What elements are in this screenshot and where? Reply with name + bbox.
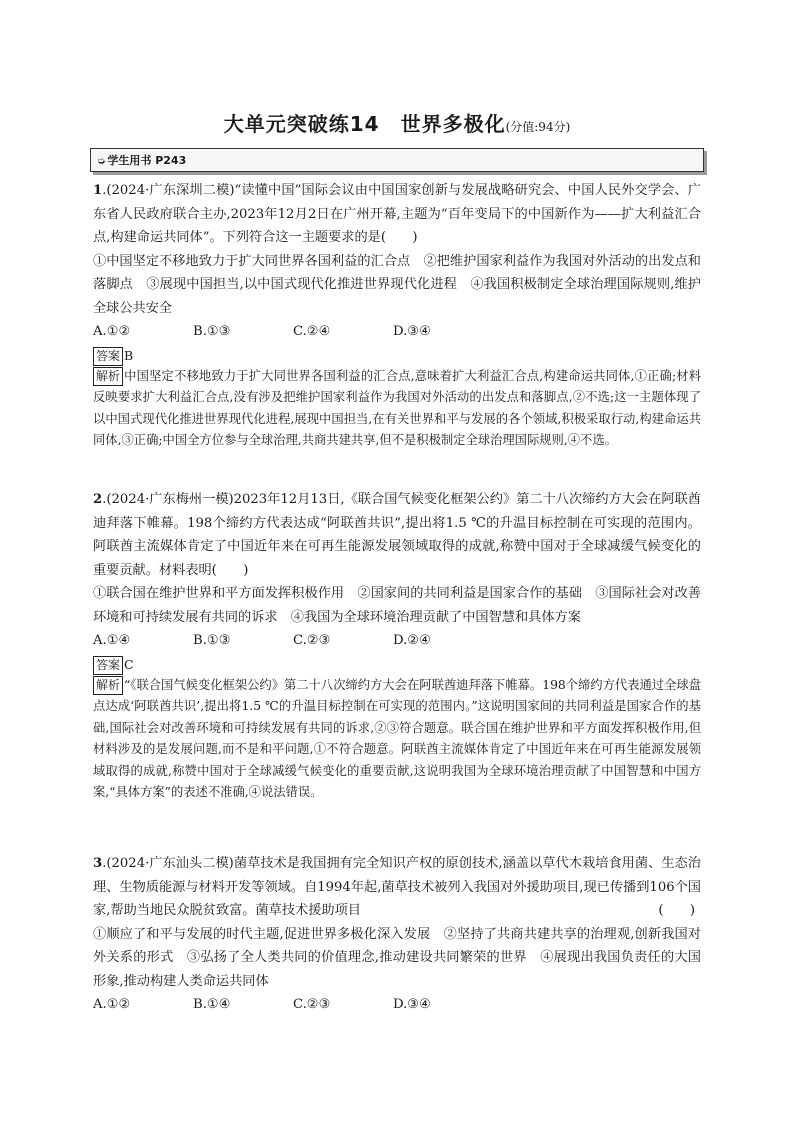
question-1-explanation: 解析 中国坚定不移地致力于扩大同世界各国利益的汇合点,意味着扩大利益汇合点,构建命运共同体,①正确;材料反映要求扩大利益汇合点,没有涉及把维护国家利益作为我国对外活动的出发点和落脚点,②不选;这一主题体现了以中国式现代化推进世界现代化进程,展现中国担当,在有关世界和平与发展的各个领域,积极采取行动,构建命运共同体,③正确;中国全方位参与全球治理,共商共建共享,但不是积极制定全球治理国际规则,④不选。 bbox=[93, 368, 701, 447]
question-3 bbox=[93, 852, 701, 1017]
question-2-explanation: 解析 “《联合国气候变化框架公约》第二十八次缔约方大会在阿联酋迪拜落下帷幕。198个缔约方代表通过全球盘点达成‘阿联酋共识’,提出将1.5 ℃的升温目标控制在可实现的范围内。”这说明国家间的共同利益是国家合作的基础,国际社会对改善环境和可持续发展有共同的诉求,②③符合题意。联合国在维护世界和平方面发挥积极作用,但材料涉及的是发展问题,而不是和平问题,①不符合题意。阿联酋主流媒体肯定了中国近年来在可再生能源发展领域取得的成就,称赞中国对于全球减缓气候变化的重要贡献,这说明我国为全球环境治理贡献了中国智慧和中国方案,“具体方案”的表述不准确,④说法错误。 bbox=[93, 677, 701, 799]
question-2-items: ①联合国在维护世界和平方面发挥积极作用 ②国家间的共同利益是国家合作的基础 ③国际社会对改善环境和可持续发展有共同的诉求 ④我国为全球环境治理贡献了中国智慧和具体方案 bbox=[93, 586, 701, 625]
question-1-items: ①中国坚定不移地致力于扩大同世界各国利益的汇合点 ②把维护国家利益作为我国对外活动的出发点和落脚点 ③展现中国担当,以中国式现代化推进世界现代化进程 ④我国积极制定全球治理国际规则,维护全球公共安全 bbox=[93, 253, 701, 316]
answer-label: 答案 bbox=[93, 656, 123, 675]
textbook-reference-tag bbox=[90, 148, 704, 172]
question-1 bbox=[93, 179, 701, 452]
option-a[interactable]: A.①④ bbox=[93, 633, 131, 648]
answer-paren: ( ) bbox=[658, 903, 695, 918]
answer-label: 答案 bbox=[93, 347, 123, 366]
option-b[interactable]: B.①④ bbox=[193, 997, 231, 1012]
question-1-answer bbox=[93, 345, 701, 366]
question-number: 1 bbox=[93, 183, 103, 198]
question-number: 2 bbox=[93, 492, 103, 507]
option-c[interactable]: C.②③ bbox=[293, 633, 331, 648]
option-c[interactable]: C.②③ bbox=[293, 997, 331, 1012]
answer-value: B bbox=[124, 347, 134, 363]
question-number: 3 bbox=[93, 856, 103, 871]
question-1-stem: 1.(2024·广东深圳二模)“读懂中国”国际会议由中国国家创新与发展战略研究会、中国人民外交学会、广东省人民政府联合主办,2023年12月2日在广州开幕,主题为“百年变局下的中国新作为——扩大利益汇合点,构建命运共同体”。下列符合这一主题要求的是( ) bbox=[93, 183, 701, 245]
title-main: 大单元突破练14 世界多极化 bbox=[223, 112, 506, 136]
question-2 bbox=[93, 488, 701, 804]
question-2-stem: 2.(2024·广东梅州一模)2023年12月13日,《联合国气候变化框架公约》第二十八次缔约方大会在阿联酋迪拜落下帷幕。198个缔约方代表达成“阿联酋共识”,提出将1.5 ℃的升温目标控制在可实现的范围内。阿联酋主流媒体肯定了中国近年来在可再生能源发展领域取得的成就,称赞中国对于全球减缓气候变化的重要贡献。材料表明( ) bbox=[93, 492, 701, 578]
option-a[interactable]: A.①② bbox=[93, 324, 131, 339]
question-3-stem: 3.(2024·广东汕头二模)菌草技术是我国拥有完全知识产权的原创技术,涵盖以草代木栽培食用菌、生态治理、生物质能源与材料开发等领域。自1994年起,菌草技术被列入我国对外援助项目,现已传播到106个国家,帮助当地民众脱贫致富。菌草技术援助项目 ( ) bbox=[93, 852, 701, 923]
question-2-answer bbox=[93, 654, 701, 675]
answer-value: C bbox=[124, 656, 134, 672]
title-score: (分值:94分) bbox=[505, 120, 571, 134]
option-d[interactable]: D.③④ bbox=[393, 997, 431, 1012]
option-c[interactable]: C.②④ bbox=[293, 324, 331, 339]
option-a[interactable]: A.①② bbox=[93, 997, 131, 1012]
question-1-options bbox=[93, 320, 701, 344]
tag-text: 学生用书 P243 bbox=[107, 154, 187, 167]
option-d[interactable]: D.②④ bbox=[393, 633, 431, 648]
question-3-options bbox=[93, 993, 701, 1017]
option-b[interactable]: B.①③ bbox=[193, 324, 231, 339]
arrow-icon: ➭ bbox=[97, 156, 106, 167]
page-title bbox=[0, 108, 794, 137]
question-2-options bbox=[93, 629, 701, 653]
question-3-items: ①顺应了和平与发展的时代主题,促进世界多极化深入发展 ②坚持了共商共建共享的治理观,创新我国对外关系的形式 ③弘扬了全人类共同的价值理念,推动建设共同繁荣的世界 ④展现出我国负责任的大国形象,推动构建人类命运共同体 bbox=[93, 926, 701, 989]
explain-label: 解析 bbox=[93, 367, 123, 386]
option-d[interactable]: D.③④ bbox=[393, 324, 431, 339]
option-b[interactable]: B.①③ bbox=[193, 633, 231, 648]
explain-label: 解析 bbox=[93, 676, 123, 695]
